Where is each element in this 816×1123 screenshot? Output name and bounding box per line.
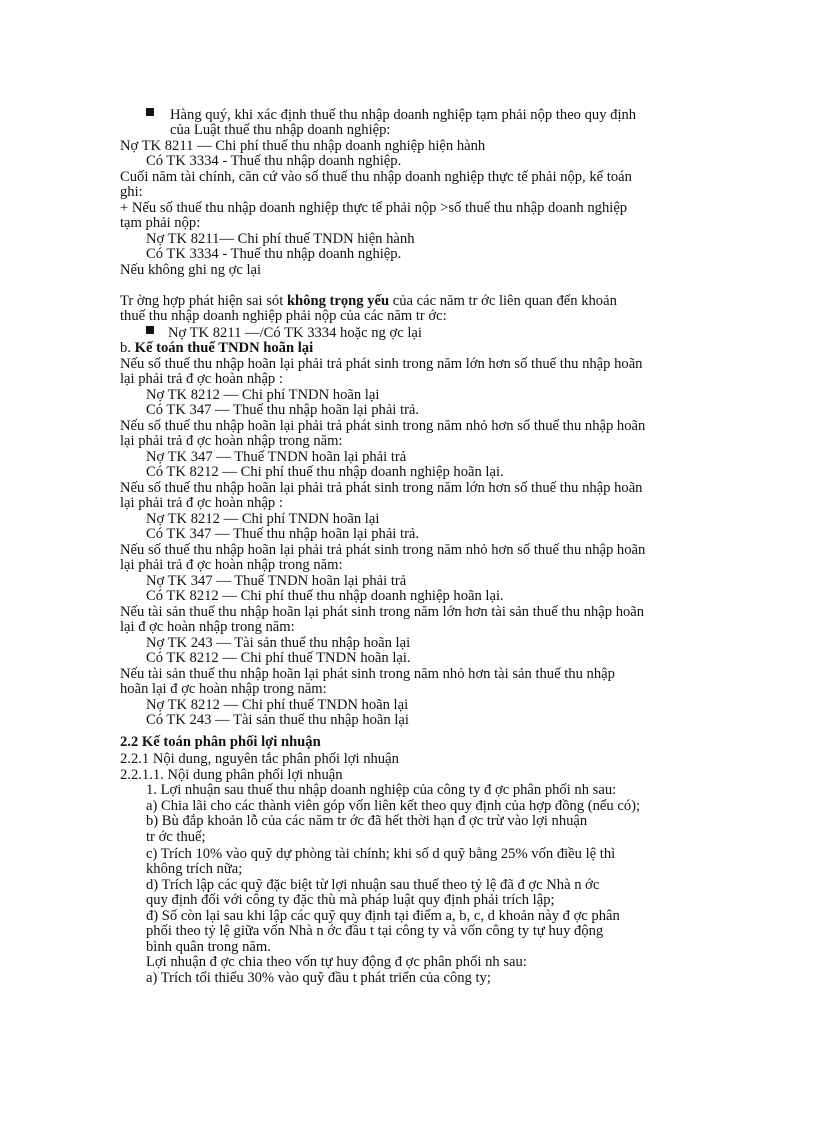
text-line: + Nếu số thuế thu nhập doanh nghiệp thực tế phải nộp >số thuế thu nhập doanh nghiệp <box>120 200 628 216</box>
text-line: không trích nữa; <box>146 861 243 877</box>
text-line: Nếu tài sản thuế thu nhập hoãn lại phát sinh trong năm nhỏ hơn tài sản thuế thu nhập <box>120 666 615 682</box>
text-line: d) Trích lập các quỹ đặc biệt từ lợi nhuận sau thuế theo tỷ lệ đã đ ợc Nhà n ớc <box>146 877 600 893</box>
text-line: Có TK 8212 — Chi phí thuế thu nhập doanh nghiệp hoãn lại. <box>146 464 504 480</box>
text-line: của Luật thuế thu nhập doanh nghiệp: <box>170 122 391 138</box>
text-line: Có TK 347 — Thuế thu nhập hoãn lại phải trả. <box>146 526 420 542</box>
text-line: a) Trích tối thiểu 30% vào quỹ đầu t phát triển của công ty; <box>146 970 491 986</box>
text-line: ghi: <box>120 184 143 200</box>
text-line: Nếu không ghi ng ợc lại <box>120 262 262 278</box>
text-line: Nợ TK 243 — Tài sản thuế thu nhập hoãn lại <box>146 635 411 651</box>
bullet-square-icon <box>146 326 154 334</box>
text-line: Nếu tài sản thuế thu nhập hoãn lại phát sinh trong năm lớn hơn tài sản thuế thu nhập hoãn <box>120 604 645 620</box>
text-line: Nếu số thuế thu nhập hoãn lại phải trả phát sinh trong năm lớn hơn số thuế thu nhập hoãn <box>120 356 643 372</box>
text-line: Nợ TK 347 — Thuế TNDN hoãn lại phải trả <box>146 573 407 589</box>
text-line: 1. Lợi nhuận sau thuế thu nhập doanh nghiệp của công ty đ ợc phân phối nh sau: <box>146 782 617 798</box>
text-line: b) Bù đắp khoản lỗ của các năm tr ớc đã hết thời hạn đ ợc trừ vào lợi nhuận <box>146 813 588 829</box>
section-heading: 2.2 Kế toán phân phối lợi nhuận <box>120 734 321 750</box>
text-line: Nợ TK 8211— Chi phí thuế TNDN hiện hành <box>146 231 415 247</box>
text-line: lại phải trả đ ợc hoàn nhập trong năm: <box>120 557 343 573</box>
text-line: lại phải trả đ ợc hoàn nhập : <box>120 495 283 511</box>
text-line: lại phải trả đ ợc hoàn nhập : <box>120 371 283 387</box>
text-line: Có TK 8212 — Chi phí thuế TNDN hoãn lại. <box>146 650 411 666</box>
text-line: Nếu số thuế thu nhập hoãn lại phải trả phát sinh trong năm lớn hơn số thuế thu nhập hoãn <box>120 480 643 496</box>
text-line: Nếu số thuế thu nhập hoãn lại phải trả phát sinh trong năm nhỏ hơn số thuế thu nhập hoãn <box>120 542 646 558</box>
text-line: Có TK 3334 - Thuế thu nhập doanh nghiệp. <box>146 153 402 169</box>
text-run: Tr ờng hợp phát hiện sai sót <box>120 293 284 309</box>
text-line: lại đ ợc hoàn nhập trong năm: <box>120 619 295 635</box>
text-line: đ) Số còn lại sau khi lập các quỹ quy định tại điểm a, b, c, d khoản này đ ợc phân <box>146 908 620 924</box>
text-line: lại phải trả đ ợc hoàn nhập trong năm: <box>120 433 343 449</box>
text-line: Có TK 3334 - Thuế thu nhập doanh nghiệp. <box>146 246 402 262</box>
text-line: Cuối năm tài chính, căn cứ vào số thuế thu nhập doanh nghiệp thực tế phải nộp, kế toán <box>120 169 632 185</box>
text-line: Có TK 347 — Thuế thu nhập hoãn lại phải trả. <box>146 402 420 418</box>
text-line: tạm phải nộp: <box>120 215 201 231</box>
text-line: phối theo tỷ lệ giữa vốn Nhà n ớc đầu t tại công ty và vốn công ty tự huy động <box>146 923 604 939</box>
text-line: Hàng quý, khi xác định thuế thu nhập doanh nghiệp tạm phải nộp theo quy định <box>170 107 637 123</box>
bold-run: Kế toán thuế TNDN hoãn lại <box>134 340 314 356</box>
text-line: Nợ TK 8212 — Chi phí TNDN hoãn lại <box>146 387 380 403</box>
text-line: Có TK 8212 — Chi phí thuế thu nhập doanh nghiệp hoãn lại. <box>146 588 504 604</box>
text-line: Nợ TK 8211 — Chi phí thuế thu nhập doanh nghiệp hiện hành <box>120 138 486 154</box>
text-line: quy định đối với công ty đặc thù mà pháp luật quy định phải trích lập; <box>146 892 555 908</box>
bullet-square-icon <box>146 108 154 116</box>
text-line: Nợ TK 8212 — Chi phí thuế TNDN hoãn lại <box>146 697 409 713</box>
text-line: 2.2.1 Nội dung, nguyên tắc phân phối lợi nhuận <box>120 751 399 767</box>
text-line: Nợ TK 8211 —/Có TK 3334 hoặc ng ợc lại <box>168 325 422 341</box>
text-line: 2.2.1.1. Nội dung phân phối lợi nhuận <box>120 767 343 783</box>
text-line: c) Trích 10% vào quỹ dự phòng tài chính; khi số d quỹ bằng 25% vốn điều lệ thì <box>146 846 616 862</box>
text-line: Có TK 243 — Tài sản thuế thu nhập hoãn lại <box>146 712 409 728</box>
text-line: Nợ TK 347 — Thuế TNDN hoãn lại phải trả <box>146 449 407 465</box>
text-line: a) Chia lãi cho các thành viên góp vốn liên kết theo quy định của hợp đồng (nếu có); <box>146 798 641 814</box>
bold-run: không trọng yếu <box>286 293 390 309</box>
text-line: Nếu số thuế thu nhập hoãn lại phải trả phát sinh trong năm nhỏ hơn số thuế thu nhập hoãn <box>120 418 646 434</box>
text-run: của các năm tr ớc liên quan đến khoản <box>392 293 617 309</box>
text-line: bình quân trong năm. <box>146 939 271 955</box>
text-line: tr ớc thuế; <box>146 829 206 845</box>
text-line: Nợ TK 8212 — Chi phí TNDN hoãn lại <box>146 511 380 527</box>
text-line: Lợi nhuận đ ợc chia theo vốn tự huy động đ ợc phân phối nh sau: <box>146 954 527 970</box>
section-heading <box>120 341 313 357</box>
text-line: thuế thu nhập doanh nghiệp phải nộp của các năm tr ớc: <box>120 308 447 324</box>
text-line: hoãn lại đ ợc hoàn nhập trong năm: <box>120 681 327 697</box>
text-run: b. <box>120 340 131 356</box>
